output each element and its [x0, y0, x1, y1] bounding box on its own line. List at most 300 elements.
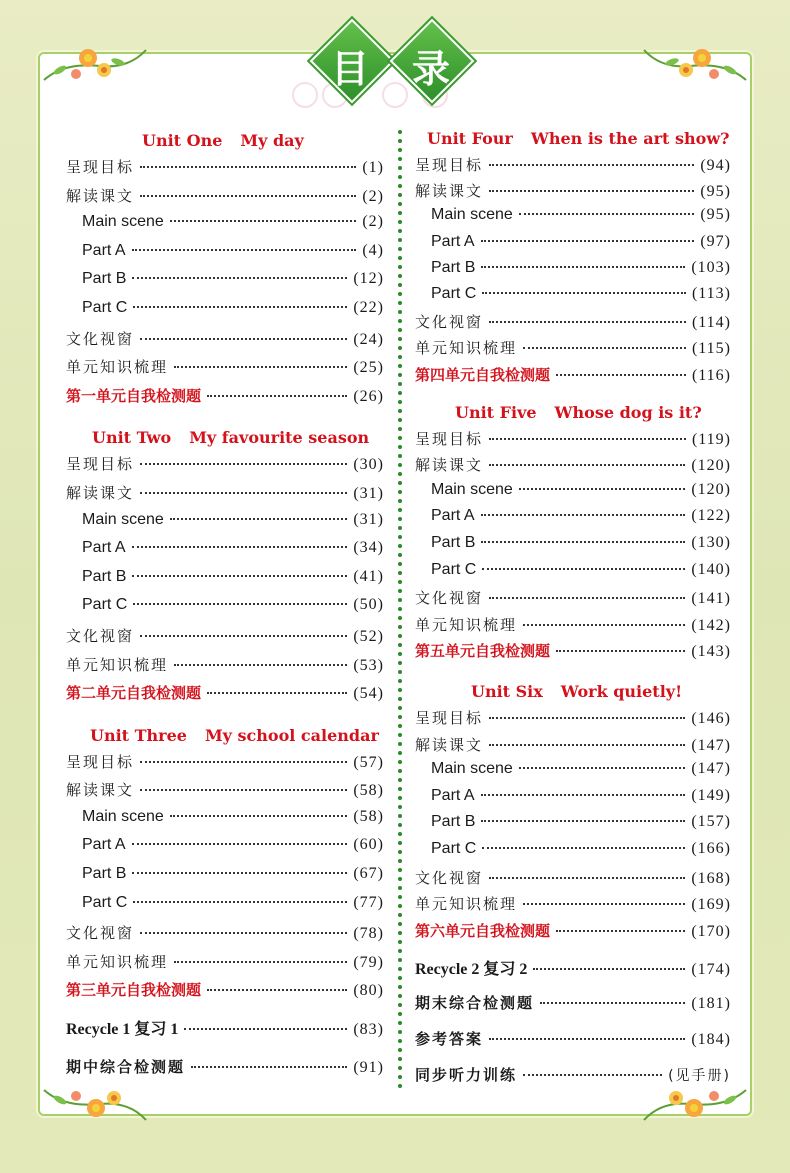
leader-dots — [170, 220, 357, 222]
leader-dots — [482, 292, 686, 294]
toc-entry[interactable] — [66, 385, 384, 414]
separator-dot — [398, 616, 402, 620]
leader-dots — [140, 492, 347, 494]
entry-page: (157) — [691, 813, 731, 831]
toc-entry[interactable] — [415, 534, 731, 561]
entry-label: Main scene — [431, 480, 513, 498]
unit-two-entries — [66, 453, 384, 710]
leader-dots — [533, 968, 685, 970]
entry-page: (115) — [691, 340, 731, 358]
separator-dot — [398, 508, 402, 512]
separator-dot — [398, 229, 402, 233]
entry-page: (120) — [691, 457, 731, 475]
toc-left-column — [66, 126, 384, 1096]
leader-dots — [481, 820, 685, 822]
toc-entry[interactable] — [415, 760, 731, 787]
toc-entry-answer-key[interactable] — [415, 1028, 731, 1064]
separator-dot — [398, 625, 402, 629]
separator-dot — [398, 553, 402, 557]
entry-label: 解读课文 — [66, 483, 135, 502]
entry-page: (52) — [353, 627, 384, 645]
entry-label: Part C — [431, 560, 477, 578]
separator-dot — [398, 886, 402, 890]
toc-entry[interactable] — [415, 285, 731, 311]
unit-number: Unit Four — [427, 129, 513, 148]
separator-dot — [398, 958, 402, 962]
leader-dots — [174, 664, 347, 666]
separator-dot — [398, 994, 402, 998]
title-char-1: 目 — [330, 47, 369, 91]
entry-page: (170) — [691, 922, 731, 940]
separator-dot — [398, 166, 402, 170]
toc-entry[interactable] — [66, 979, 384, 1008]
leader-dots — [519, 213, 695, 215]
separator-dot — [398, 976, 402, 980]
entry-label: Main scene — [82, 213, 164, 231]
entry-page: (57) — [353, 753, 384, 771]
toc-entry[interactable] — [66, 356, 384, 385]
separator-dot — [398, 148, 402, 152]
entry-label: Part A — [82, 539, 126, 557]
entry-page: (91) — [353, 1059, 384, 1077]
entry-page: (97) — [700, 232, 731, 250]
leader-dots — [481, 240, 695, 242]
toc-entry[interactable] — [66, 213, 384, 242]
entry-page: (103) — [691, 258, 731, 276]
toc-entry[interactable] — [66, 568, 384, 597]
entry-label: Part B — [431, 534, 476, 552]
leader-dots — [540, 1002, 685, 1004]
separator-dot — [398, 454, 402, 458]
entry-page: (119) — [691, 430, 731, 448]
toc-entry[interactable] — [66, 951, 384, 980]
unit-three-heading[interactable] — [66, 721, 384, 751]
unit-three-entries — [66, 751, 384, 1008]
toc-entry[interactable] — [415, 587, 731, 614]
separator-dot — [398, 256, 402, 260]
entry-label: Part A — [431, 507, 475, 525]
separator-dot — [398, 724, 402, 728]
entry-page: (1) — [362, 159, 384, 176]
separator-dot — [398, 778, 402, 782]
entry-page: (58) — [353, 807, 384, 825]
separator-dot — [398, 481, 402, 485]
entry-label: Part B — [82, 270, 127, 288]
toc-entry[interactable] — [415, 840, 731, 867]
separator-dot — [398, 688, 402, 692]
leader-dots — [140, 195, 356, 197]
leader-dots — [140, 932, 347, 934]
toc-entry[interactable] — [415, 311, 731, 337]
entry-label: 单元知识梳理 — [415, 339, 518, 358]
unit-number: Unit Five — [455, 402, 537, 422]
leader-dots — [174, 961, 347, 963]
toc-entry-listening-training[interactable] — [415, 1064, 731, 1100]
entry-page: (54) — [353, 685, 384, 703]
entry-label: 解读课文 — [66, 781, 135, 800]
toc-entry[interactable] — [415, 259, 731, 285]
leader-dots — [489, 717, 685, 719]
unit-number: Unit Two — [92, 428, 172, 448]
unit-four-heading[interactable] — [415, 124, 731, 154]
toc-entry[interactable] — [415, 614, 731, 641]
entry-label: 第二单元自我检测题 — [66, 684, 202, 703]
toc-entry[interactable] — [415, 787, 731, 814]
entry-label: Recycle 2 复习 2 — [415, 961, 528, 979]
entry-label: Part A — [431, 232, 475, 250]
leader-dots — [556, 374, 686, 376]
leader-dots — [207, 692, 347, 694]
separator-dot — [398, 175, 402, 179]
toc-entry[interactable] — [415, 640, 731, 667]
entry-page: (95) — [700, 183, 731, 201]
entry-label: 呈现目标 — [415, 156, 484, 174]
leader-dots — [170, 815, 348, 817]
separator-dot — [398, 832, 402, 836]
toc-entry[interactable] — [415, 561, 731, 588]
separator-dot — [398, 571, 402, 575]
leader-dots — [481, 794, 686, 796]
leader-dots — [489, 438, 686, 440]
entry-label: 文化视窗 — [415, 313, 484, 332]
separator-dot — [398, 247, 402, 251]
entry-label: 单元知识梳理 — [415, 615, 518, 634]
separator-dot — [398, 202, 402, 206]
leader-dots — [133, 901, 347, 903]
leader-dots — [519, 767, 686, 769]
entry-page: (181) — [691, 995, 731, 1013]
entry-label: 文化视窗 — [66, 626, 135, 645]
entry-label: 单元知识梳理 — [66, 655, 169, 674]
separator-dot — [398, 130, 402, 134]
entry-page: (79) — [353, 953, 384, 971]
entry-label: Part B — [82, 567, 127, 585]
separator-dot — [398, 310, 402, 314]
unit-two-heading[interactable] — [66, 423, 384, 453]
separator-dot — [398, 1057, 402, 1061]
separator-dot — [398, 346, 402, 350]
entry-page: (2) — [362, 187, 384, 205]
entry-label: Main scene — [431, 760, 513, 778]
entry-page: (41) — [353, 567, 384, 585]
entry-page: (22) — [353, 298, 384, 316]
separator-dot — [398, 400, 402, 404]
leader-dots — [140, 463, 347, 465]
separator-dot — [398, 1084, 402, 1088]
leader-dots — [133, 306, 347, 308]
entry-page: (24) — [353, 330, 384, 348]
toc-entry[interactable] — [415, 454, 731, 481]
leader-dots — [140, 166, 356, 168]
toc-entry[interactable] — [66, 779, 384, 808]
entry-page: (60) — [353, 836, 384, 854]
leader-dots — [481, 541, 685, 543]
entry-page: (130) — [691, 534, 731, 552]
leader-dots — [132, 843, 348, 845]
separator-dot — [398, 490, 402, 494]
separator-dot — [398, 769, 402, 773]
entry-label: 文化视窗 — [415, 868, 484, 887]
separator-dot — [398, 544, 402, 548]
leader-dots — [489, 190, 694, 192]
entry-page: (147) — [691, 736, 731, 754]
unit-topic: My school calendar — [204, 725, 379, 745]
entry-label: 同步听力训练 — [415, 1066, 518, 1085]
toc-entry[interactable] — [415, 867, 731, 894]
separator-dot — [398, 805, 402, 809]
unit-one-entries — [66, 156, 384, 413]
toc-entry[interactable] — [415, 428, 731, 455]
toc-entry[interactable] — [66, 836, 384, 865]
leader-dots — [489, 1038, 685, 1040]
separator-dot — [398, 328, 402, 332]
leader-dots — [140, 789, 347, 791]
toc-entry-recycle-1[interactable] — [66, 1016, 384, 1056]
leader-dots — [523, 624, 685, 626]
separator-dot — [398, 850, 402, 854]
toc-entry[interactable] — [66, 654, 384, 683]
entry-label: 解读课文 — [415, 456, 484, 475]
separator-dot — [398, 238, 402, 242]
separator-dot — [398, 220, 402, 224]
entry-page: (31) — [353, 510, 384, 528]
toc-entry[interactable] — [66, 865, 384, 894]
leader-dots — [132, 546, 348, 548]
entry-page: (4) — [362, 241, 384, 259]
leader-dots — [519, 488, 686, 490]
entry-page: (169) — [691, 896, 731, 914]
separator-dot — [398, 760, 402, 764]
unit-four-entries — [415, 154, 731, 390]
toc-title-banner — [314, 24, 474, 94]
entry-page: (141) — [691, 590, 731, 608]
toc-entry[interactable] — [66, 808, 384, 837]
separator-dot — [398, 499, 402, 503]
toc-entry[interactable] — [66, 511, 384, 540]
separator-dot — [398, 382, 402, 386]
separator-dot — [398, 877, 402, 881]
separator-dot — [398, 823, 402, 827]
entry-label: 单元知识梳理 — [66, 358, 169, 377]
toc-entry[interactable] — [66, 482, 384, 511]
toc-entry[interactable] — [415, 180, 731, 206]
toc-entry[interactable] — [66, 682, 384, 711]
entry-label: 第六单元自我检测题 — [415, 921, 551, 940]
toc-entry[interactable] — [66, 596, 384, 625]
leader-dots — [174, 366, 347, 368]
entry-page: (143) — [691, 643, 731, 661]
entry-page: (166) — [691, 840, 731, 857]
toc-entry[interactable] — [66, 185, 384, 214]
separator-dot — [398, 139, 402, 143]
separator-dot — [398, 373, 402, 377]
separator-dot — [398, 895, 402, 899]
toc-entry[interactable] — [66, 539, 384, 568]
toc-entry[interactable] — [415, 364, 731, 390]
toc-entry[interactable] — [66, 156, 384, 185]
entry-page: (147) — [691, 760, 731, 778]
separator-dot — [398, 652, 402, 656]
separator-dot — [398, 364, 402, 368]
leader-dots — [140, 635, 347, 637]
unit-one-heading[interactable] — [66, 126, 384, 156]
separator-dot — [398, 985, 402, 989]
toc-entry-midterm-test[interactable] — [66, 1056, 384, 1096]
entry-page: (34) — [353, 539, 384, 557]
leader-dots — [132, 575, 347, 577]
unit-number: Unit One — [142, 131, 223, 150]
entry-page: (114) — [691, 314, 731, 332]
leader-dots — [489, 744, 685, 746]
separator-dot — [398, 913, 402, 917]
toc-entry[interactable] — [415, 507, 731, 534]
separator-dot — [398, 355, 402, 359]
entry-label: Part B — [431, 813, 476, 831]
leader-dots — [184, 1028, 347, 1030]
toc-entry[interactable] — [415, 893, 731, 920]
top-right-flower-ornament — [640, 36, 750, 86]
toc-entry[interactable] — [66, 751, 384, 780]
leader-dots — [191, 1066, 347, 1068]
toc-entry[interactable] — [415, 206, 731, 232]
unit-six-entries — [415, 707, 731, 946]
entry-page: (77) — [353, 893, 384, 911]
toc-entry[interactable] — [66, 328, 384, 357]
separator-dot — [398, 859, 402, 863]
separator-dot — [398, 418, 402, 422]
separator-dot — [398, 670, 402, 674]
toc-entry[interactable] — [66, 270, 384, 299]
leader-dots — [132, 872, 347, 874]
separator-dot — [398, 193, 402, 197]
separator-dot — [398, 598, 402, 602]
toc-entry[interactable] — [415, 481, 731, 508]
separator-dot — [398, 796, 402, 800]
toc-entry[interactable] — [415, 154, 731, 180]
separator-dot — [398, 931, 402, 935]
separator-dot — [398, 1066, 402, 1070]
toc-entry[interactable] — [66, 894, 384, 923]
entry-page: (83) — [353, 1021, 384, 1039]
entry-label: 文化视窗 — [66, 329, 135, 348]
separator-dot — [398, 526, 402, 530]
entry-page: (174) — [691, 961, 731, 979]
toc-entry[interactable] — [66, 242, 384, 271]
entry-page: (12) — [353, 270, 384, 288]
entry-label: Part C — [82, 298, 128, 316]
entry-label: 单元知识梳理 — [415, 895, 518, 914]
entry-label: Part C — [431, 284, 477, 302]
unit-five-heading[interactable] — [415, 398, 731, 428]
entry-label: 第五单元自我检测题 — [415, 642, 551, 661]
entry-page: (25) — [353, 359, 384, 377]
separator-dot — [398, 742, 402, 746]
entry-label: 参考答案 — [415, 1030, 484, 1049]
entry-label: Part A — [82, 836, 126, 854]
top-left-flower-ornament — [40, 36, 150, 86]
unit-topic: When is the art show? — [530, 129, 730, 148]
separator-dot — [398, 589, 402, 593]
separator-dot — [398, 1039, 402, 1043]
unit-topic: My favourite season — [189, 428, 370, 448]
toc-entry[interactable] — [66, 922, 384, 951]
entry-label: 呈现目标 — [415, 709, 484, 728]
leader-dots — [170, 518, 348, 520]
separator-dot — [398, 562, 402, 566]
leader-dots — [207, 395, 347, 397]
leader-dots — [132, 277, 347, 279]
separator-dot — [398, 1048, 402, 1052]
leader-dots — [481, 266, 685, 268]
separator-dot — [398, 391, 402, 395]
separator-dot — [398, 634, 402, 638]
toc-entry[interactable] — [415, 707, 731, 734]
leader-dots — [140, 338, 347, 340]
entry-label: Part A — [431, 786, 475, 804]
separator-dot — [398, 904, 402, 908]
unit-topic: Whose dog is it? — [554, 402, 702, 422]
toc-entry[interactable] — [415, 337, 731, 363]
toc-entry[interactable] — [66, 299, 384, 328]
entry-page: (168) — [691, 869, 731, 887]
entry-page: (140) — [691, 560, 731, 578]
toc-entry[interactable] — [415, 734, 731, 761]
leader-dots — [556, 930, 685, 932]
leader-dots — [482, 568, 685, 570]
toc-entry[interactable] — [415, 920, 731, 947]
separator-dot — [398, 679, 402, 683]
entry-page: (58) — [353, 782, 384, 800]
entry-page: (80) — [353, 982, 384, 1000]
toc-entry[interactable] — [415, 813, 731, 840]
entry-label: Part B — [82, 865, 127, 883]
entry-label: 单元知识梳理 — [66, 952, 169, 971]
separator-dot — [398, 157, 402, 161]
toc-entry-recycle-2[interactable] — [415, 956, 731, 992]
unit-six-heading[interactable] — [415, 677, 731, 707]
entry-label: Recycle 1 复习 1 — [66, 1021, 179, 1039]
separator-dot — [398, 184, 402, 188]
entry-page: (50) — [353, 596, 384, 614]
entry-page: (30) — [353, 456, 384, 474]
unit-number: Unit Six — [471, 682, 543, 702]
separator-dot — [398, 787, 402, 791]
separator-dot — [398, 517, 402, 521]
separator-dot — [398, 1003, 402, 1007]
separator-dot — [398, 751, 402, 755]
entry-page: (113) — [691, 284, 731, 302]
title-char-2: 录 — [411, 47, 450, 91]
entry-label: 第三单元自我检测题 — [66, 981, 202, 1000]
unit-topic: Work quietly! — [560, 682, 683, 702]
unit-topic: My day — [240, 131, 304, 150]
entry-label: 解读课文 — [415, 182, 484, 201]
separator-dot — [398, 706, 402, 710]
separator-dot — [398, 814, 402, 818]
entry-label: 第四单元自我检测题 — [415, 365, 551, 384]
toc-entry[interactable] — [66, 625, 384, 654]
separator-dot — [398, 949, 402, 953]
separator-dot — [398, 868, 402, 872]
toc-entry[interactable] — [66, 453, 384, 482]
toc-entry[interactable] — [415, 233, 731, 259]
separator-dot — [398, 472, 402, 476]
entry-label: 呈现目标 — [66, 752, 135, 771]
leader-dots — [132, 249, 357, 251]
toc-entry-final-test[interactable] — [415, 992, 731, 1028]
entry-page: (94) — [700, 157, 731, 174]
separator-dot — [398, 337, 402, 341]
